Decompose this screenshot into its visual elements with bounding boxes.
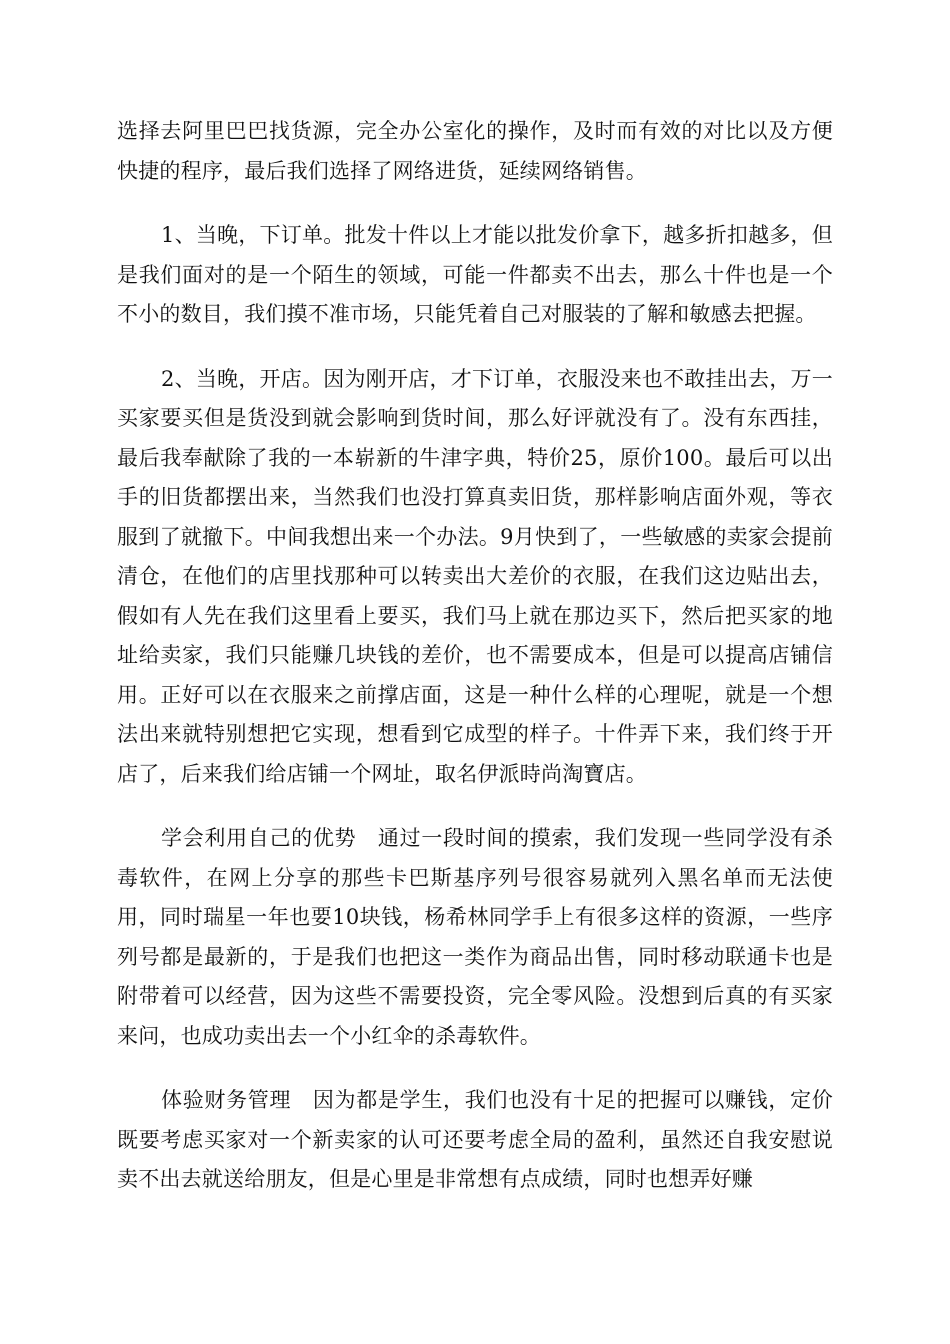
paragraph-financial-management: 体验财务管理 因为都是学生，我们也没有十足的把握可以赚钱，定价既要考虑买家对一个新卖家的认可还要考虑全局的盈利，虽然还自我安慰说卖不出去就送给朋友，但是心里是非常想有点成绩，同时也想弄好赚	[117, 1088, 833, 1191]
paragraph-open-store: 2、当晚，开店。因为刚开店，才下订单，衣服没来也不敢挂出去，万一买家要买但是货没到就会影响到货时间，那么好评就没有了。没有东西挂，最后我奉献除了我的一本崭新的牛津字典，特价25，原价100。最后可以出手的旧货都摆出来，当然我们也没打算真卖旧货，那样影响店面外观，等衣服到了就撤下。中间我想出来一个办法。9月快到了，一些敏感的卖家会提前清仓，在他们的店里找那种可以转卖出大差价的衣服，在我们这边贴出去，假如有人先在我们这里看上要买，我们马上就在那边买下，然后把买家的地址给卖家，我们只能赚几块钱的差价，也不需要成本，但是可以提高店铺信用。正好可以在衣服来之前撑店面，这是一种什么样的心理呢，就是一个想法出来就特别想把它实现，想看到它成型的样子。十件弄下来，我们终于开店了，后来我们给店铺一个网址，取名伊派時尚淘寶店。	[117, 366, 833, 786]
document-body	[117, 112, 833, 1225]
paragraph-sourcing: 选择去阿里巴巴找货源，完全办公室化的操作，及时而有效的对比以及方便快捷的程序，最后我们选择了网络进货，延续网络销售。	[117, 119, 833, 183]
paragraph-place-order: 1、当晚，下订单。批发十件以上才能以批发价拿下，越多折扣越多，但是我们面对的是一个陌生的领域，可能一件都卖不出去，那么十件也是一个不小的数目，我们摸不准市场，只能凭着自己对服装的了解和敏感去把握。	[117, 223, 833, 326]
paragraph-use-advantages: 学会利用自己的优势 通过一段时间的摸索，我们发现一些同学没有杀毒软件，在网上分享的那些卡巴斯基序列号很容易就列入黑名单而无法使用，同时瑞星一年也要10块钱，杨希林同学手上有很多这样的资源，一些序列号都是最新的，于是我们也把这一类作为商品出售，同时移动联通卡也是附带着可以经营，因为这些不需要投资，完全零风险。没想到后真的有买家来问，也成功卖出去一个小红伞的杀毒软件。	[117, 826, 833, 1048]
